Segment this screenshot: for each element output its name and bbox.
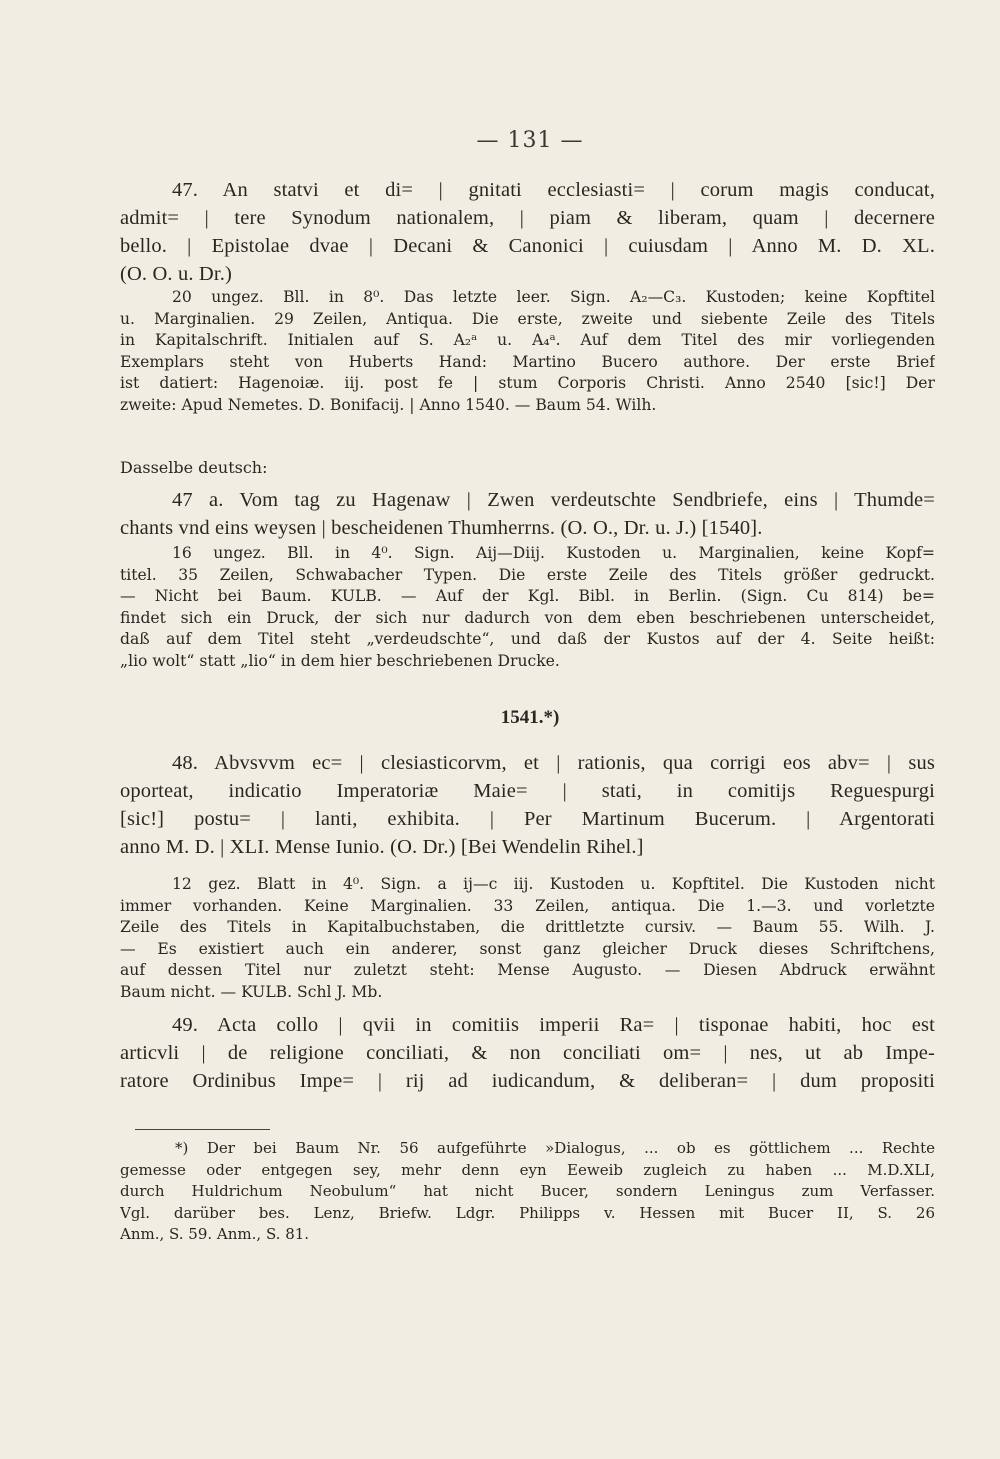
- text-line: Anm., S. 59. Anm., S. 81.: [120, 1225, 310, 1243]
- text-line: ist datiert: Hagenoiæ. iij. post fe | stum Corporis Christi. Anno 2540 [sic!] Der: [120, 374, 935, 392]
- text-line: Vgl. darüber bes. Lenz, Briefw. Ldgr. Philipps v. Hessen mit Bucer II, S. 26: [120, 1203, 935, 1222]
- footnote-divider: [135, 1129, 270, 1130]
- text-line: 49. Acta collo | qvii in comitiis imperii Ra= | tisponae habiti, hoc est: [172, 1014, 935, 1036]
- text-line: zweite: Apud Nemetes. D. Bonifacij. | Anno 1540. — Baum 54. Wilh.: [120, 395, 657, 414]
- text-line: daß auf dem Titel steht „verdeudschte“, und daß der Kustos auf der 4. Seite heißt:: [120, 630, 935, 648]
- text-line: articvli | de religione conciliati, & non conciliati om= | nes, ut ab Impe-: [120, 1042, 935, 1064]
- text-line: 47. An statvi et di= | gnitati ecclesiasti= | corum magis conducat,: [172, 179, 935, 201]
- text-line: 47 a. Vom tag zu Hagenaw | Zwen verdeutschte Sendbriefe, eins | Thumde=: [172, 489, 935, 511]
- text-line: 20 ungez. Bll. in 8⁰. Das letzte leer. Sign. A₂—C₃. Kustoden; keine Kopftitel: [172, 288, 935, 306]
- entry-48-title: [120, 749, 935, 861]
- entry-48-description: [120, 874, 935, 1003]
- entry-47a-title: [120, 486, 935, 542]
- page-number: — 131 —: [476, 128, 584, 153]
- text-line: [sic!] postu= | lanti, exhibita. | Per Martinum Bucerum. | Argentorati: [120, 808, 935, 830]
- text-line: durch Huldrichum Neobulum“ hat nicht Bucer, sondern Leningus zum Verfasser.: [120, 1182, 935, 1200]
- text-line: — Es existiert auch ein anderer, sonst ganz gleicher Druck dieses Schriftchens,: [120, 939, 935, 958]
- text-line: anno M. D. | XLI. Mense Iunio. (O. Dr.) [Bei Wendelin Rihel.]: [120, 836, 644, 858]
- text-line: Zeile des Titels in Kapitalbuchstaben, die drittletzte cursiv. — Baum 55. Wilh. J.: [120, 918, 935, 936]
- dasselbe-heading: Dasselbe deutsch:: [120, 458, 268, 477]
- entry-47a-description: [120, 543, 935, 672]
- footnote: [120, 1138, 935, 1246]
- text-line: ratore Ordinibus Impe= | rij ad iudicandum, & deliberan= | dum propositi: [120, 1070, 935, 1092]
- text-line: titel. 35 Zeilen, Schwabacher Typen. Die erste Zeile des Titels größer gedruckt.: [120, 565, 935, 584]
- text-line: u. Marginalien. 29 Zeilen, Antiqua. Die erste, zweite und siebente Zeile des Titels: [120, 309, 935, 328]
- text-line: „lio wolt“ statt „lio“ in dem hier beschriebenen Drucke.: [120, 651, 560, 670]
- entry-47-title: [120, 176, 935, 288]
- text-line: immer vorhanden. Keine Marginalien. 33 Zeilen, antiqua. Die 1.—3. und vorletzte: [120, 896, 935, 915]
- entry-47-description: [120, 287, 935, 416]
- text-line: 16 ungez. Bll. in 4⁰. Sign. Aij—Diij. Kustoden u. Marginalien, keine Kopf=: [172, 544, 935, 562]
- entry-49-title: [120, 1011, 935, 1095]
- text-line: chants vnd eins weysen | bescheidenen Thumherrns. (O. O., Dr. u. J.) [1540].: [120, 517, 763, 539]
- text-line: Baum nicht. — KULB. Schl J. Mb.: [120, 982, 383, 1001]
- text-line: 12 gez. Blatt in 4⁰. Sign. a ij—c iij. Kustoden u. Kopftitel. Die Kustoden nicht: [172, 875, 935, 893]
- text-line: gemesse oder entgegen sey, mehr denn eyn Eeweib zugleich zu haben ... M.D.XLI,: [120, 1160, 935, 1179]
- text-line: findet sich ein Druck, der sich nur dadurch von dem eben beschriebenen unterscheidet,: [120, 608, 935, 627]
- text-line: 48. Abvsvvm ec= | clesiasticorvm, et | rationis, qua corrigi eos abv= | sus: [172, 752, 935, 774]
- text-line: auf dessen Titel nur zuletzt steht: Mense Augusto. — Diesen Abdruck erwähnt: [120, 961, 935, 979]
- text-line: Exemplars steht von Huberts Hand: Martino Bucero authore. Der erste Brief: [120, 352, 935, 371]
- text-line: oporteat, indicatio Imperatoriæ Maie= | stati, in comitijs Reguespurgi: [120, 780, 935, 802]
- text-line: — Nicht bei Baum. KULB. — Auf der Kgl. Bibl. in Berlin. (Sign. Cu 814) be=: [120, 587, 935, 605]
- text-line: in Kapitalschrift. Initialen auf S. A₂ᵃ u. A₄ᵃ. Auf dem Titel des mir vorliegenden: [120, 331, 935, 349]
- text-line: bello. | Epistolae dvae | Decani & Canonici | cuiusdam | Anno M. D. XL.: [120, 235, 935, 257]
- text-line: *) Der bei Baum Nr. 56 aufgeführte »Dialogus, ... ob es göttlichem ... Rechte: [175, 1139, 935, 1157]
- text-line: admit= | tere Synodum nationalem, | piam & liberam, quam | decernere: [120, 207, 935, 229]
- text-line: (O. O. u. Dr.): [120, 263, 232, 285]
- year-heading-1541: 1541.*): [500, 707, 560, 728]
